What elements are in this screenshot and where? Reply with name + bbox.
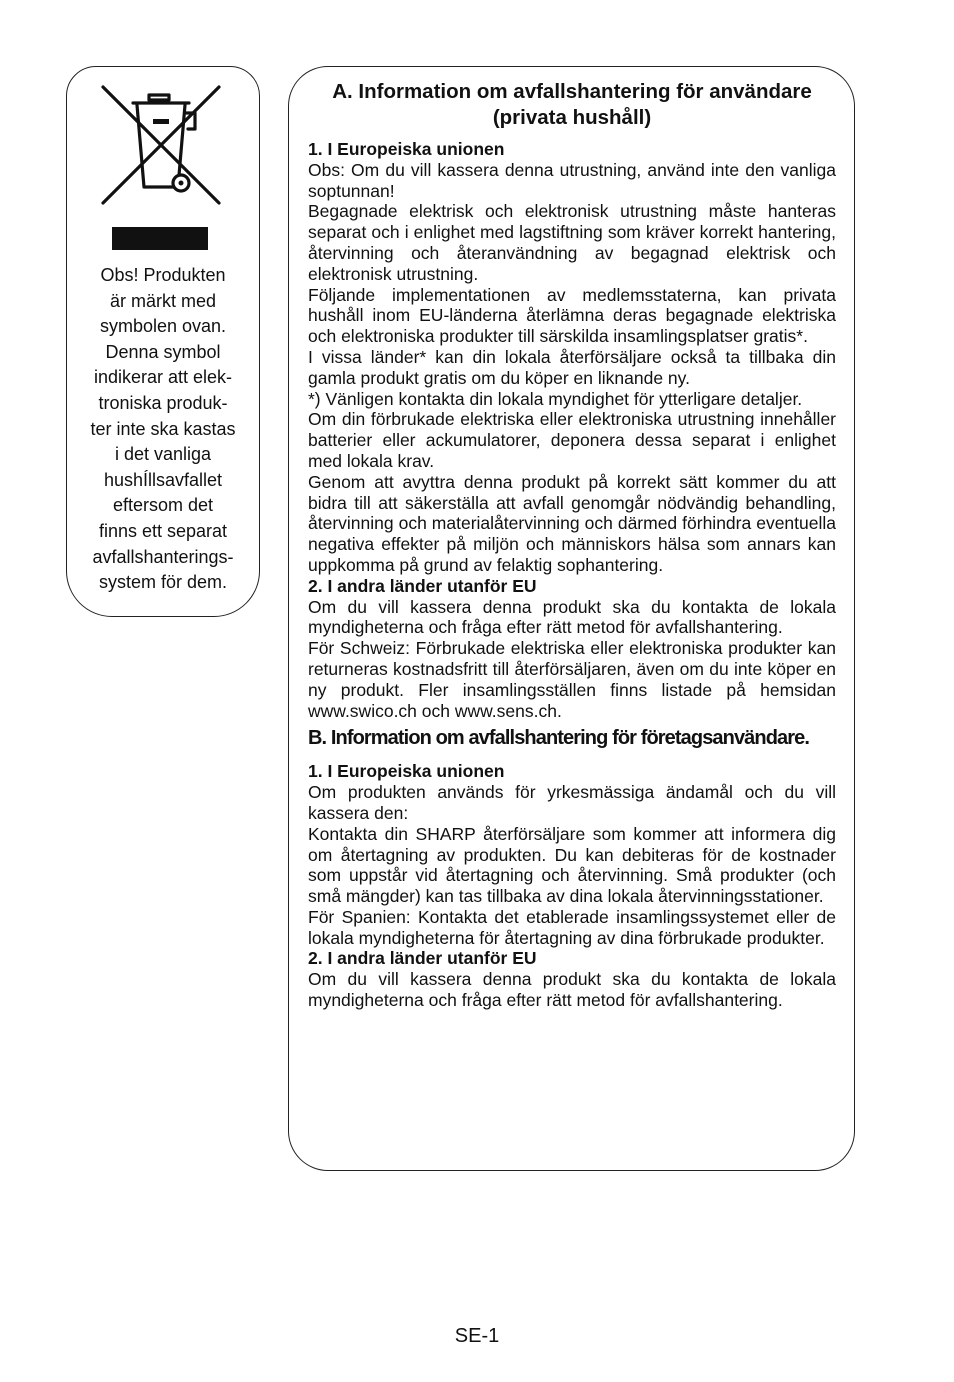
black-bar-marking: [112, 227, 208, 250]
page-number: SE-1: [454, 1325, 500, 1347]
section-a-eu-paragraph: Begagnade elektrisk och elektronisk utrustning måste hanteras separat och i enlighet med lagstiftning som kräver korrekt hantering, återvinning och återanvändning av begagnad elektrisk och elektronisk utrustning.: [308, 201, 836, 284]
section-a-title: A. Information om avfallshantering för användare (privata hushåll): [332, 80, 812, 129]
section-b-other-heading: 2. I andra länder utanför EU: [308, 948, 537, 969]
disposal-info-box: [288, 66, 855, 1171]
section-a-other-paragraph: För Schweiz: Förbrukade elektriska eller elektroniska produkter kan returneras kostnadsfritt till återförsäljaren, även om du inte köper en ny produkt. Fler insamlingsställen finns listade på hemsidan www.swico.ch och www.sens.ch.: [308, 638, 836, 721]
disposal-info-content: [308, 79, 836, 1011]
crossed-out-wheelie-bin-icon: [99, 83, 223, 207]
section-b-title: B. Information om avfallshantering för företagsanvändare.: [308, 727, 810, 750]
section-a-eu-paragraph: *) Vänligen kontakta din lokala myndighet för ytterligare detaljer.: [308, 388, 803, 409]
section-a-eu-heading: 1. I Europeiska unionen: [308, 139, 505, 159]
section-b-eu-paragraph: Kontakta din SHARP återförsäljare som kommer att informera dig om återtagning av produkten. Du kan debiteras för de kostnader som uppstår vid återtagning och återvinning. Små produkter (och små mängder) kan tas tillbaka av dina lokala återvinningsstationer.: [308, 823, 836, 907]
section-a-other-heading: 2. I andra länder utanför EU: [308, 575, 537, 596]
section-b-eu-heading: 1. I Europeiska unionen: [308, 761, 505, 782]
section-b-eu-paragraph: Om produkten används för yrkesmässiga ändamål och du vill kassera den:: [308, 782, 836, 823]
section-b-eu-paragraph: För Spanien: Kontakta det etablerade insamlingssystemet eller de lokala myndigheterna för återtagning av dina förbrukade produkter.: [308, 906, 836, 948]
section-a-eu-paragraph: I vissa länder* kan din lokala återförsäljare också ta tillbaka din gamla produkt gratis om du köper en liknande ny.: [308, 346, 836, 388]
section-a-eu-paragraph: Obs: Om du vill kassera denna utrustning, använd inte den vanliga soptunnan!: [308, 159, 836, 201]
weee-notice-text: Obs! Produkten är märkt med symbolen ovan. Denna symbol indikerar att elek- troniska produk- ter inte ska kastas i det vanliga hushÍllsavfallet eftersom det finns ett separat avfallshanterings- system för dem.: [90, 265, 236, 593]
section-a-eu-paragraph: Följande implementationen av medlemsstaterna, kan privata hushåll inom EU-länderna återlämna deras begagnade elektriska och elektroniska produkter till särskilda insamlingsplatser gratis*.: [308, 284, 836, 347]
section-a-other-paragraph: Om du vill kassera denna produkt ska du kontakta de lokala myndigheterna och fråga efter rätt metod för avfallshantering.: [308, 596, 836, 638]
section-b-other-paragraph: Om du vill kassera denna produkt ska du kontakta de lokala myndigheterna och fråga efter rätt metod för avfallshantering.: [308, 969, 836, 1011]
section-a-eu-paragraph: Genom att avyttra denna produkt på korrekt sätt kommer du att bidra till att säkerställa att avfall genomgår nödvändig behandling, återvinning och materialåtervinning och därmed förhindra eventuella negativa effekter på miljön och människors hälsa som annars kan uppkomma på grund av felaktig sophantering.: [308, 471, 836, 575]
weee-notice-box: [66, 66, 260, 617]
section-a-eu-paragraph: Om din förbrukade elektriska eller elektroniska utrustning innehåller batterier eller ackumulatorer, deponera dessa separat i enlighet med lokala krav.: [308, 409, 836, 471]
